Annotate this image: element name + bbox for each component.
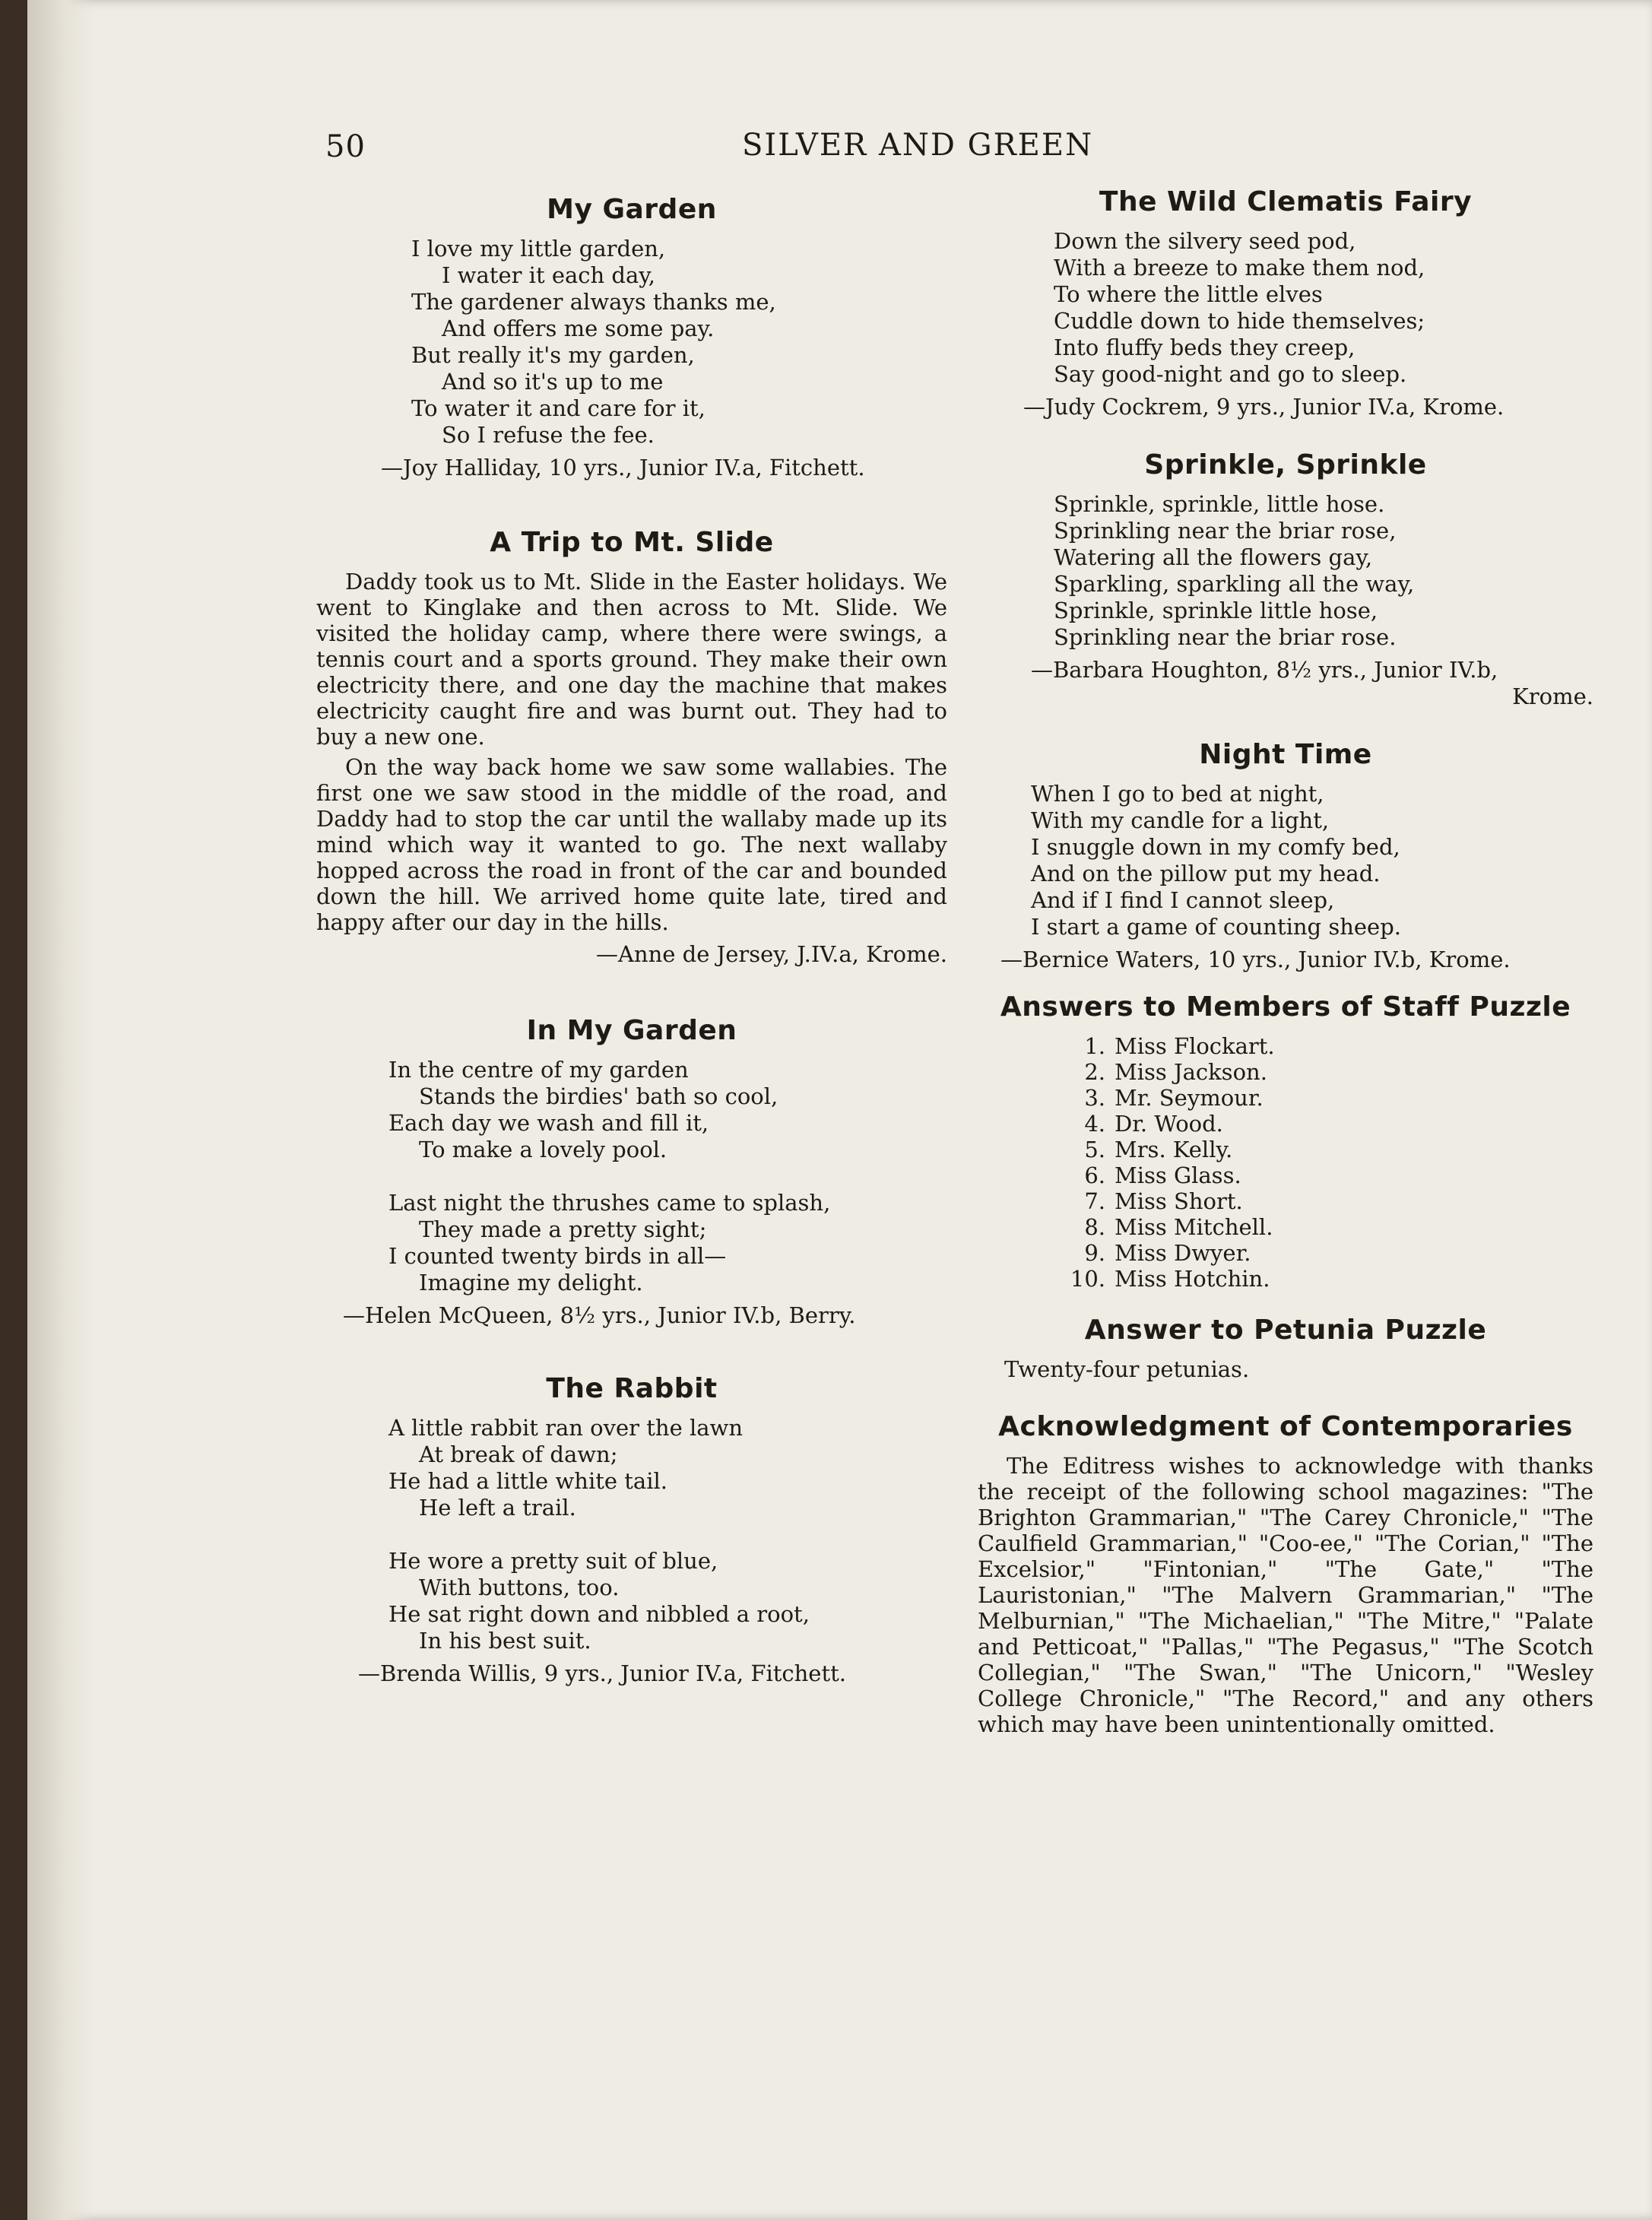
poem-wild-clematis-fairy <box>978 186 1593 420</box>
poem-title: My Garden <box>547 194 717 225</box>
list-item: 8. Miss Mitchell. <box>1084 1214 1273 1240</box>
poem-body <box>1054 228 1593 388</box>
poem-line: He had a little white tail. <box>388 1468 667 1494</box>
poem-line: So I refuse the fee. <box>442 422 655 448</box>
section-title: Answer to Petunia Puzzle <box>1084 1315 1487 1346</box>
list-item: 3. Mr. Seymour. <box>1084 1085 1264 1111</box>
left-column <box>316 194 947 1687</box>
poem-line: At break of dawn; <box>419 1441 618 1467</box>
poem-line: When I go to bed at night, <box>1031 781 1324 807</box>
list-item: 1. Miss Flockart. <box>1084 1033 1275 1059</box>
poem-line: Sprinkling near the briar rose. <box>1054 624 1397 650</box>
page-header <box>27 122 1652 167</box>
poem-my-garden <box>316 194 947 481</box>
staff-puzzle-answers <box>978 991 1593 1292</box>
acknowledgment-text: The Editress wishes to acknowledge with thanks the receipt of the following school magazines: "The Brighton Grammarian," "The Carey Chronicle," "The Caulfield Grammarian," "Coo-ee," "The Corian," "The Excelsior," "Fintonian," "The Gate," "The Lauristonian," "The Malvern Grammarian," "The Melburnian," "The Michaelian," "The Mitre," "Palate and Petticoat," "Pallas," "The Pegasus," "The Scotch Collegian," "The Swan," "The Unicorn," "Wesley College Chronicle," "The Record," and any others which may have been unintentionally omitted. <box>978 1453 1593 1737</box>
poem-byline: —Brenda Willis, 9 yrs., Junior IV.a, Fitchett. <box>358 1660 846 1686</box>
list-item: 9. Miss Dwyer. <box>1084 1240 1251 1266</box>
poem-line: But really it's my garden, <box>411 342 695 368</box>
poem-body <box>388 1057 947 1296</box>
poem-line: In the centre of my garden <box>388 1057 689 1083</box>
poem-sprinkle-sprinkle <box>978 449 1593 710</box>
poem-title: The Rabbit <box>546 1373 718 1404</box>
poem-line: Each day we wash and fill it, <box>388 1110 709 1136</box>
poem-line: Sprinkle, sprinkle, little hose. <box>1054 491 1385 517</box>
poem-in-my-garden <box>316 1015 947 1329</box>
list-item: 5. Mrs. Kelly. <box>1084 1137 1233 1162</box>
poem-byline: —Bernice Waters, 10 yrs., Junior IV.b, Krome. <box>1000 947 1511 972</box>
poem-line: To where the little elves <box>1054 281 1323 307</box>
poem-line: He sat right down and nibbled a root, <box>388 1601 810 1627</box>
poem-line: To water it and care for it, <box>411 395 706 421</box>
story-paragraph: On the way back home we saw some wallabies. The first one we saw stood in the middle of the road, and Daddy had to stop the car until the wallaby made up its mind which way it wanted to go. The next wallaby hopped across the road in front of the car and bounded down the hill. We arrived home quite late, tired and happy after our day in the hills. <box>316 754 947 935</box>
running-head: SILVER AND GREEN <box>742 128 1094 163</box>
poem-night-time <box>978 739 1593 973</box>
petunia-puzzle-answer <box>978 1315 1593 1382</box>
answers-list <box>978 1033 1593 1292</box>
poem-title: The Wild Clematis Fairy <box>1099 186 1473 217</box>
list-item: 6. Miss Glass. <box>1084 1162 1241 1188</box>
poem-byline-continued: Krome. <box>1512 683 1593 709</box>
poem-body <box>1054 491 1593 651</box>
poem-line: With buttons, too. <box>419 1575 620 1600</box>
poem-line: I counted twenty birds in all— <box>388 1243 727 1269</box>
poem-line: I love my little garden, <box>411 236 666 262</box>
poem-line: With a breeze to make them nod, <box>1054 255 1425 281</box>
poem-line: I snuggle down in my comfy bed, <box>1031 834 1400 860</box>
story-title: A Trip to Mt. Slide <box>490 527 774 558</box>
poem-body <box>411 236 947 449</box>
poem-line: He left a trail. <box>419 1495 576 1521</box>
poem-the-rabbit <box>316 1373 947 1687</box>
poem-line: And on the pillow put my head. <box>1031 861 1381 886</box>
poem-line: Stands the birdies' bath so cool, <box>419 1083 778 1109</box>
section-title: Acknowledgment of Contemporaries <box>998 1411 1573 1442</box>
poem-line: Imagine my delight. <box>419 1270 643 1296</box>
poem-line: Last night the thrushes came to splash, <box>388 1190 831 1216</box>
poem-line: I start a game of counting sheep. <box>1031 914 1401 940</box>
poem-line: Down the silvery seed pod, <box>1054 228 1356 254</box>
answer-text: Twenty-four petunias. <box>1004 1356 1250 1382</box>
poem-line: And if I find I cannot sleep, <box>1031 887 1335 913</box>
list-item: 10. Miss Hotchin. <box>1070 1266 1270 1292</box>
poem-line: Into fluffy beds they creep, <box>1054 335 1356 360</box>
poem-line: Watering all the flowers gay, <box>1054 544 1373 570</box>
poem-line: To make a lovely pool. <box>419 1137 667 1162</box>
poem-line: A little rabbit ran over the lawn <box>388 1415 744 1441</box>
poem-byline: —Barbara Houghton, 8½ yrs., Junior IV.b, <box>1031 657 1498 683</box>
poem-line: He wore a pretty suit of blue, <box>388 1548 718 1574</box>
story-paragraph: Daddy took us to Mt. Slide in the Easter holidays. We went to Kinglake and then across to Mt. Slide. We visited the holiday camp, where there were swings, a tennis court and a sports ground. They make their own electricity there, and one day the machine that makes electricity caught fire and was burnt out. They had to buy a new one. <box>316 569 947 750</box>
poem-body <box>388 1415 947 1654</box>
poem-line: And so it's up to me <box>442 369 664 395</box>
acknowledgment-of-contemporaries <box>978 1411 1593 1737</box>
poem-title: Sprinkle, Sprinkle <box>1144 449 1427 480</box>
poem-line: Sprinkling near the briar rose, <box>1054 518 1397 544</box>
section-title: Answers to Members of Staff Puzzle <box>1000 991 1571 1023</box>
poem-byline: —Helen McQueen, 8½ yrs., Junior IV.b, Berry. <box>343 1302 856 1328</box>
poem-line: They made a pretty sight; <box>419 1216 707 1242</box>
list-item: 7. Miss Short. <box>1084 1188 1243 1214</box>
poem-line: In his best suit. <box>419 1628 591 1654</box>
poem-line: Say good-night and go to sleep. <box>1054 361 1407 387</box>
poem-byline: —Joy Halliday, 10 yrs., Junior IV.a, Fitchett. <box>381 455 865 480</box>
poem-line: With my candle for a light, <box>1031 807 1330 833</box>
poem-title: In My Garden <box>526 1015 737 1046</box>
right-column <box>978 186 1593 1737</box>
story-byline: —Anne de Jersey, J.IV.a, Krome. <box>595 941 947 967</box>
poem-byline: —Judy Cockrem, 9 yrs., Junior IV.a, Krome. <box>1023 394 1505 420</box>
story-trip-to-mt-slide <box>316 527 947 968</box>
poem-line: Sparkling, sparkling all the way, <box>1054 571 1415 597</box>
page-edge-shadow <box>27 0 96 2220</box>
poem-body <box>1031 781 1593 940</box>
list-item: 2. Miss Jackson. <box>1084 1059 1267 1085</box>
poem-line: The gardener always thanks me, <box>411 289 776 315</box>
poem-line: Sprinkle, sprinkle little hose, <box>1054 598 1378 623</box>
poem-line: I water it each day, <box>442 262 656 288</box>
list-item: 4. Dr. Wood. <box>1084 1111 1223 1137</box>
poem-title: Night Time <box>1199 739 1372 770</box>
poem-line: And offers me some pay. <box>442 316 715 341</box>
magazine-page <box>27 0 1652 2220</box>
page-number: 50 <box>325 129 366 164</box>
poem-line: Cuddle down to hide themselves; <box>1054 308 1425 334</box>
